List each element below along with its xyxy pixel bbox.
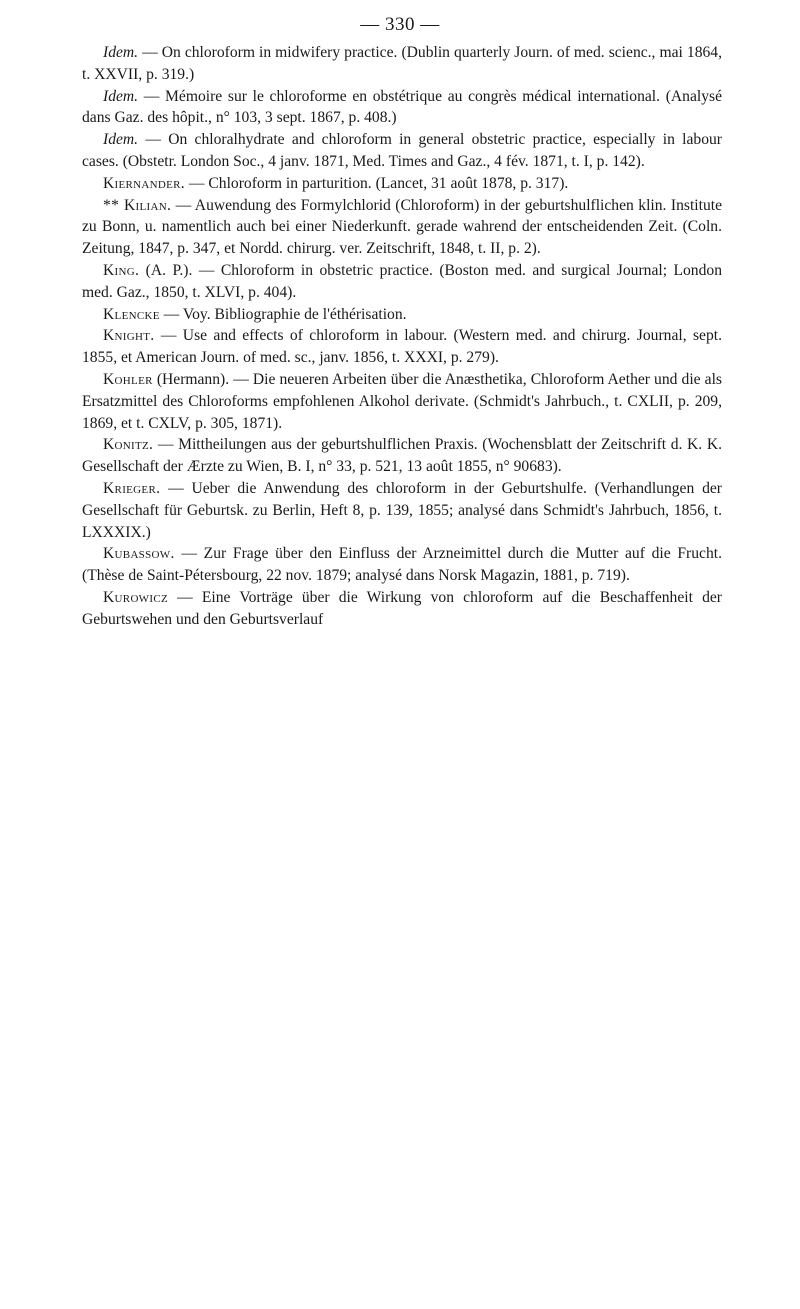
entry-text: — Mémoire sur le chloroforme en obstétrique au congrès médical international. (Analysé dans Gaz. des hôpit., n° 103, 3 sept. 1867, p. 408.) bbox=[82, 87, 722, 127]
bibliography-entry bbox=[82, 195, 722, 260]
entry-author: Idem. bbox=[103, 131, 139, 149]
bibliography-entry bbox=[82, 86, 722, 130]
entry-author: Kurowicz bbox=[103, 588, 168, 606]
entry-text: (Hermann). — Die neueren Arbeiten über die Anæsthetika, Chloroform Aether und die als Ersatzmittel des Chloroforms empfohlenen Alkohol derivate. (Schmidt's Jahrbuch., t. CXLII, p. 209, 1869, et t. CXLV, p. 305, 1871). bbox=[82, 370, 722, 432]
entry-text: — Auwendung des Formylchlorid (Chloroform) in der geburtshulflichen klin. Institute zu Bonn, u. namentlich auch bei einer Niederkunft. gerade wahrend der entscheidenden Zeit. (Coln. Zeitung, 1847, p. 347, et Nordd. chirurg. ver. Zeitschrift, 1848, t. II, p. 2). bbox=[82, 196, 723, 258]
entry-author: Idem. bbox=[103, 87, 139, 105]
entry-author: Krieger. bbox=[103, 479, 161, 497]
entry-text: — Eine Vorträge über die Wirkung von chloroform auf die Beschaffenheit der Geburtswehen und den Geburtsverlauf bbox=[82, 588, 722, 628]
entry-text: — Chloroform in parturition. (Lancet, 31 août 1878, p. 317). bbox=[185, 174, 569, 192]
entry-text: — On chloralhydrate and chloroform in general obstetric practice, especially in labour cases. (Obstetr. London Soc., 4 janv. 1871, Med. Times and Gaz., 4 fév. 1871, t. I, p. 142). bbox=[82, 131, 722, 170]
bibliography-entry bbox=[82, 434, 722, 478]
entry-text: (A. P.). — Chloroform in obstetric practice. (Boston med. and surgical Journal; London med. Gaz., 1850, t. XLVI, p. 404). bbox=[82, 261, 722, 301]
entry-author: Konitz. bbox=[103, 436, 154, 454]
entry-author: Kiernander. bbox=[103, 174, 186, 192]
bibliography-entry bbox=[82, 325, 722, 369]
entry-author: Knight. bbox=[103, 327, 155, 345]
bibliography-entry bbox=[82, 173, 722, 195]
bibliography-entry bbox=[82, 304, 722, 326]
bibliography-entry bbox=[82, 42, 722, 86]
entry-text: — Ueber die Anwendung des chloroform in der Geburtshulfe. (Verhandlungen der Gesellschaft für Geburtsk. zu Berlin, Heft 8, p. 139, 1855; analysé dans Schmidt's Jahrbuch, 1856, t. LXXXIX.) bbox=[82, 479, 722, 541]
bibliography-entry bbox=[82, 478, 722, 543]
entry-text: — Zur Frage über den Einfluss der Arzneimittel durch die Mutter auf die Frucht. (Thèse de Saint-Pétersbourg, 22 nov. 1879; analysé dans Norsk Magazin, 1881, p. 719). bbox=[82, 545, 722, 585]
bibliography-entry bbox=[82, 543, 722, 587]
entry-author: Idem. bbox=[103, 44, 139, 61]
entry-text: — On chloroform in midwifery practice. (Dublin quarterly Journ. of med. scienc., mai 1864, t. XXVII, p. 319.) bbox=[82, 44, 722, 83]
entry-author: King. bbox=[103, 261, 140, 279]
bibliography-entry bbox=[82, 369, 722, 434]
entry-text: — Mittheilungen aus der geburtshulflichen Praxis. (Wochensblatt der Zeitschrift d. K. K. Gesellschaft der Ærzte zu Wien, B. I, n° 33, p. 521, 13 août 1855, n° 90683). bbox=[82, 436, 722, 476]
entry-author: ** Kilian. bbox=[103, 196, 172, 214]
bibliography-list bbox=[82, 42, 722, 631]
bibliography-entry bbox=[82, 129, 722, 173]
entry-text: — Use and effects of chloroform in labour. (Western med. and chirurg. Journal, sept. 1855, et American Journ. of med. sc., janv. 1856, t. XXXI, p. 279). bbox=[82, 327, 722, 367]
entry-author: Kohler bbox=[103, 370, 153, 388]
entry-author: Klencke bbox=[103, 305, 160, 323]
entry-author: Kubassow. bbox=[103, 545, 175, 563]
entry-text: — Voy. Bibliographie de l'éthérisation. bbox=[159, 305, 407, 323]
bibliography-entry bbox=[82, 260, 722, 304]
page-number: — 330 — bbox=[360, 14, 440, 35]
bibliography-entry bbox=[82, 587, 722, 631]
